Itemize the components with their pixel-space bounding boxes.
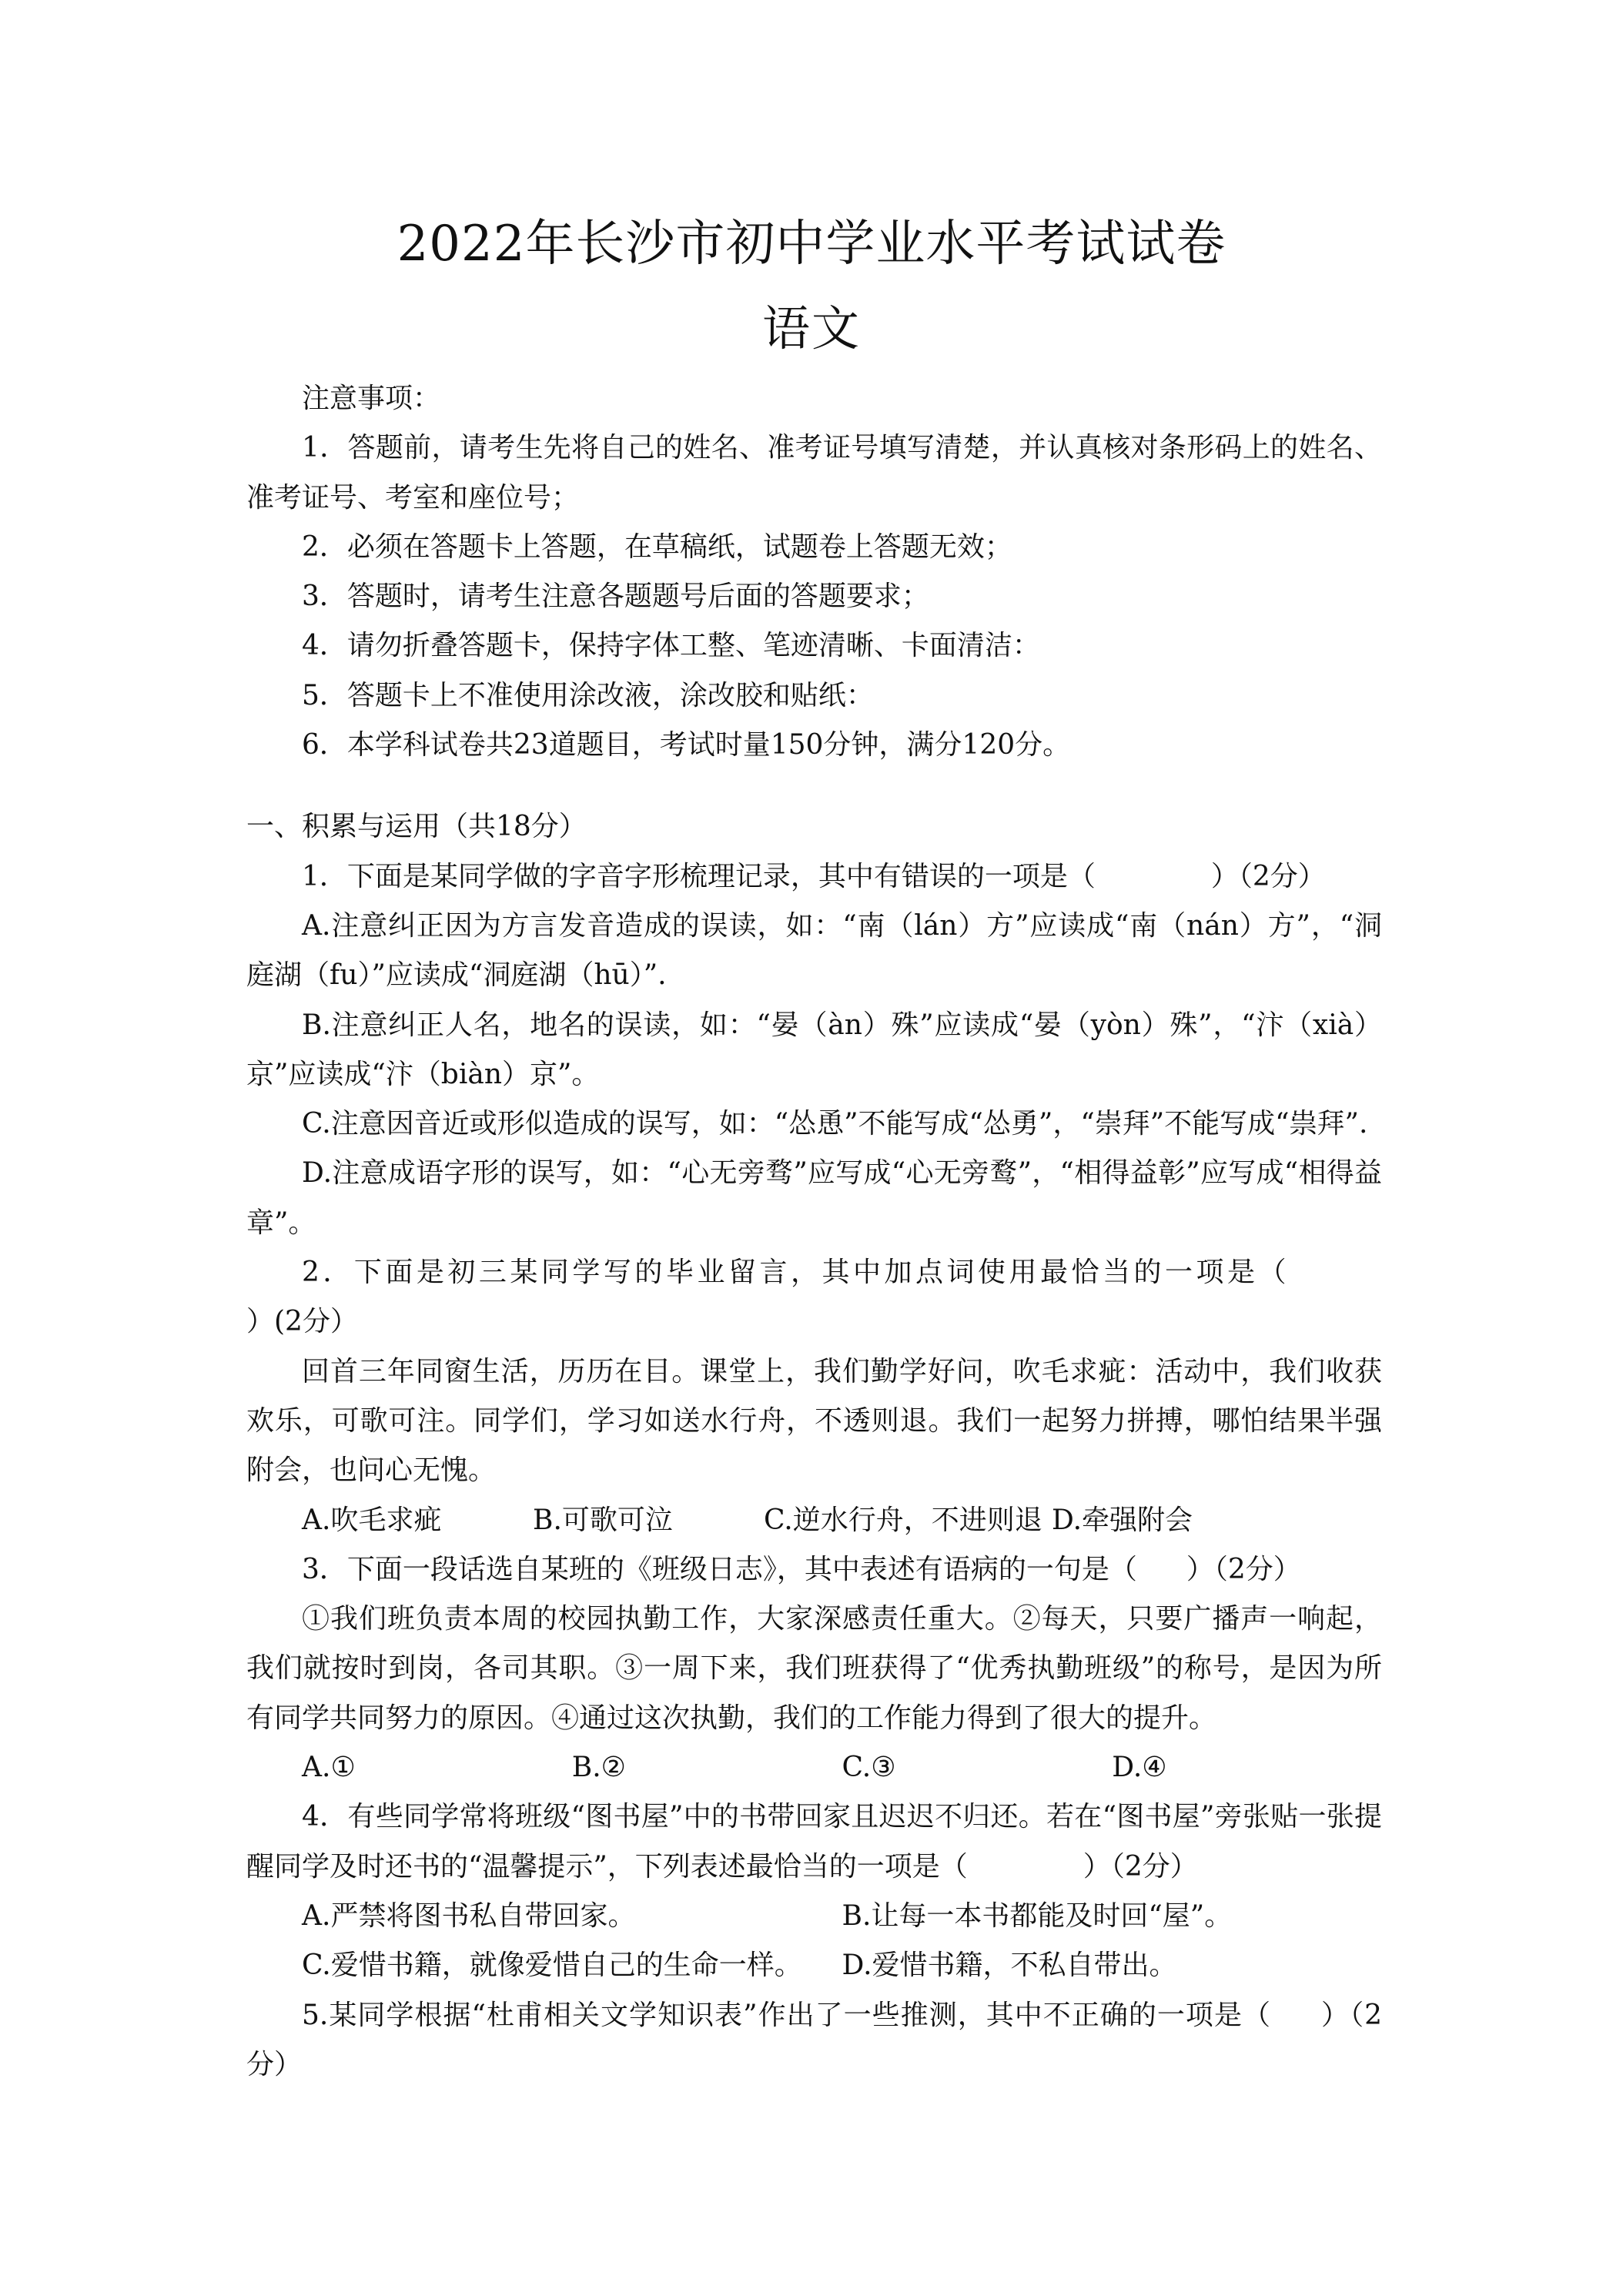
q3-passage: ①我们班负责本周的校园执勤工作，大家深感责任重大。②每天，只要广播声一响起，我们就按时到岗，各司其职。③一周下来，我们班获得了“优秀执勤班级”的称号，是因为所有同学共同努力的原因。④通过这次执勤，我们的工作能力得到了很大的提升。 bbox=[246, 1603, 1382, 1734]
exam-body bbox=[246, 374, 1382, 2090]
question-2-stem bbox=[246, 1248, 1382, 1347]
q2-option-b: B.可歌可泣 bbox=[533, 1504, 673, 1536]
q4-option-c: C.爱惜书籍，就像爱惜自己的生命一样。 bbox=[302, 1950, 802, 1982]
q3-score: ）（2分） bbox=[1186, 1553, 1301, 1585]
q4-options-row2 bbox=[246, 1941, 1382, 1990]
q2-options bbox=[246, 1496, 1382, 1545]
q3-option-d: D.④ bbox=[1112, 1752, 1167, 1784]
q2-option-d: D.牵强附会 bbox=[1052, 1504, 1193, 1536]
q1-option-c: C.注意因音近或形似造成的误写，如：“怂恿”不能写成“怂勇”，“崇拜”不能写成“祟拜”. bbox=[302, 1108, 1368, 1140]
exam-title: 2022年长沙市初中学业水平考试试卷 bbox=[397, 216, 1226, 273]
q4-option-a: A.严禁将图书私自带回家。 bbox=[302, 1899, 636, 1932]
q4-option-b: B.让每一本书都能及时回“屋”。 bbox=[842, 1899, 1233, 1932]
notice-item: 5．答题卡上不准使用涂改液，涂改胶和贴纸： bbox=[302, 679, 874, 711]
question-5-stem bbox=[246, 1991, 1382, 2090]
section-spacer bbox=[246, 770, 1382, 802]
q2-passage: 回首三年同窗生活，历历在目。课堂上，我们勤学好问，吹毛求疵：活动中，我们收获欢乐，可歌可注。同学们，学习如送水行舟，不透则退。我们一起努力拼搏，哪怕结果半强附会，也问心无愧。 bbox=[246, 1355, 1382, 1487]
q3-options bbox=[246, 1743, 1382, 1792]
q4-stem-text: 4．有些同学常将班级“图书屋”中的书带回家且迟迟不归还。若在“图书屋”旁张贴一张提醒同学及时还书的“温馨提示”，下列表述最恰当的一项是（ bbox=[246, 1801, 1382, 1883]
q5-stem-text: 5.某同学根据“杜甫相关文学知识表”作出了一些推测，其中不正确的一项是（ bbox=[302, 1999, 1272, 2031]
q3-option-b: B.② bbox=[571, 1752, 626, 1784]
q2-score: ）(2分） bbox=[246, 1306, 358, 1338]
q2-option-a: A.吹毛求疵 bbox=[302, 1504, 442, 1536]
q2-stem-text: 2．下面是初三某同学写的毕业留言，其中加点词使用最恰当的一项是（ bbox=[302, 1257, 1290, 1289]
notice-item: 2．必须在答题卡上答题，在草稿纸，试题卷上答题无效； bbox=[302, 530, 1012, 563]
q3-stem-text: 3．下面一段话选自某班的《班级日志》，其中表述有语病的一句是（ bbox=[302, 1553, 1137, 1585]
q4-score: ）（2分） bbox=[1083, 1850, 1198, 1883]
q2-option-c: C.逆水行舟，不进则退 bbox=[764, 1504, 1042, 1536]
exam-subject: 语文 bbox=[761, 300, 861, 356]
q1-score: ）（2分） bbox=[1210, 860, 1326, 892]
notice-item: 4．请勿折叠答题卡，保持字体工整、笔迹清晰、卡面清洁： bbox=[302, 630, 1040, 662]
question-1-stem bbox=[246, 852, 1382, 902]
question-3-stem bbox=[246, 1545, 1382, 1595]
q1-option-a: A.注意纠正因为方言发音造成的误读，如：“南（lán）方”应读成“南（nán）方”，“洞庭湖（fu）”应读成“洞庭湖（hū）”. bbox=[246, 909, 1382, 992]
notice-item: 6．本学科试卷共23道题目，考试时量150分钟，满分120分。 bbox=[302, 729, 1071, 761]
q4-option-d: D.爱惜书籍，不私自带出。 bbox=[842, 1950, 1177, 1982]
q3-option-c: C.③ bbox=[842, 1752, 896, 1784]
notice-item: 3．答题时，请考生注意各题题号后面的答题要求； bbox=[302, 581, 929, 613]
q1-stem-text: 1．下面是某同学做的字音字形梳理记录，其中有错误的一项是（ bbox=[302, 860, 1096, 892]
q4-options-row1 bbox=[246, 1892, 1382, 1941]
notice-item: 1．答题前，请考生先将自己的姓名、准考证号填写清楚，并认真核对条形码上的姓名、准考证号、考室和座位号； bbox=[246, 432, 1382, 514]
q1-option-b: B.注意纠正人名，地名的误读，如：“晏（àn）殊”应读成“晏（yòn）殊”，“汴（xià）京”应读成“汴（biàn）京”。 bbox=[246, 1009, 1382, 1090]
q1-option-d: D.注意成语字形的误写，如：“心无旁骛”应写成“心无旁鹜”，“相得益彰”应写成“相得益章”。 bbox=[246, 1157, 1382, 1239]
section-heading: 一、积累与运用（共18分） bbox=[246, 811, 587, 843]
notice-heading: 注意事项： bbox=[302, 383, 441, 414]
question-4-stem bbox=[246, 1792, 1382, 1892]
q3-option-a: A.① bbox=[302, 1752, 356, 1784]
q5-score: ）（2分） bbox=[246, 1999, 1382, 2080]
